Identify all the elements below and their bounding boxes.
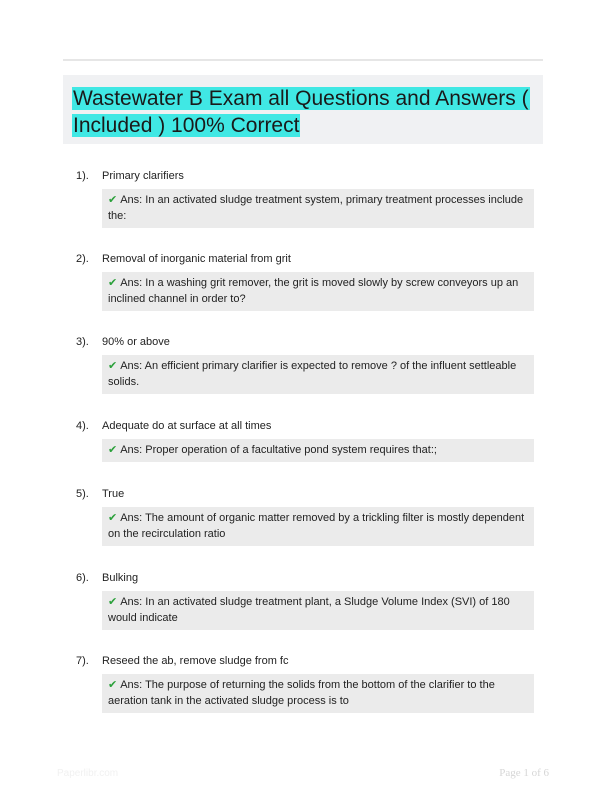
title-block <box>63 75 543 144</box>
question-text: Bulking <box>102 572 139 584</box>
question-text: Adequate do at surface at all times <box>102 420 272 432</box>
question-number: 1). <box>76 170 89 182</box>
question-text: Reseed the ab, remove sludge from fc <box>102 655 289 667</box>
question-number: 4). <box>76 420 89 432</box>
question-number: 3). <box>76 336 89 348</box>
page-number: Page 1 of 6 <box>499 767 549 779</box>
checkmark-icon: ✔ <box>108 194 118 206</box>
checkmark-icon: ✔ <box>108 444 118 456</box>
question-number: 6). <box>76 572 89 584</box>
answer-text: Ans: In an activated sludge treatment system, primary treatment processes include the: <box>108 194 524 222</box>
footer-site-watermark: Paperlibr.com <box>57 768 119 779</box>
answer-text: Ans: In an activated sludge treatment plant, a Sludge Volume Index (SVI) of 180 would indicate <box>108 596 510 624</box>
question-text: True <box>102 488 125 500</box>
checkmark-icon: ✔ <box>108 277 118 289</box>
question-number: 2). <box>76 253 89 265</box>
checkmark-icon: ✔ <box>108 596 118 608</box>
page-title <box>72 85 532 139</box>
answer-box <box>102 674 534 713</box>
question-text: Removal of inorganic material from grit <box>102 253 291 265</box>
top-divider <box>63 59 543 61</box>
question-number: 7). <box>76 655 89 667</box>
answer-box <box>102 439 534 462</box>
question-text: Primary clarifiers <box>102 170 184 182</box>
checkmark-icon: ✔ <box>108 679 118 691</box>
answer-box <box>102 591 534 630</box>
answer-text: Ans: Proper operation of a facultative pond system requires that:; <box>120 444 437 456</box>
answer-text: Ans: An efficient primary clarifier is expected to remove ? of the influent settleable solids. <box>108 360 517 388</box>
checkmark-icon: ✔ <box>108 360 118 372</box>
answer-text: Ans: In a washing grit remover, the grit is moved slowly by screw conveyors up an inclined channel in order to? <box>108 277 519 305</box>
answer-box <box>102 507 534 546</box>
answer-text: Ans: The purpose of returning the solids from the bottom of the clarifier to the aeration tank in the activated sludge process is to <box>108 679 495 707</box>
answer-box <box>102 272 534 311</box>
question-number: 5). <box>76 488 89 500</box>
question-text: 90% or above <box>102 336 170 348</box>
answer-box <box>102 189 534 228</box>
page-title-text: Wastewater B Exam all Questions and Answers ( Included ) 100% Correct <box>73 87 529 137</box>
answer-text: Ans: The amount of organic matter removed by a trickling filter is mostly dependent on the recirculation ratio <box>108 512 525 540</box>
answer-box <box>102 355 534 394</box>
checkmark-icon: ✔ <box>108 512 118 524</box>
